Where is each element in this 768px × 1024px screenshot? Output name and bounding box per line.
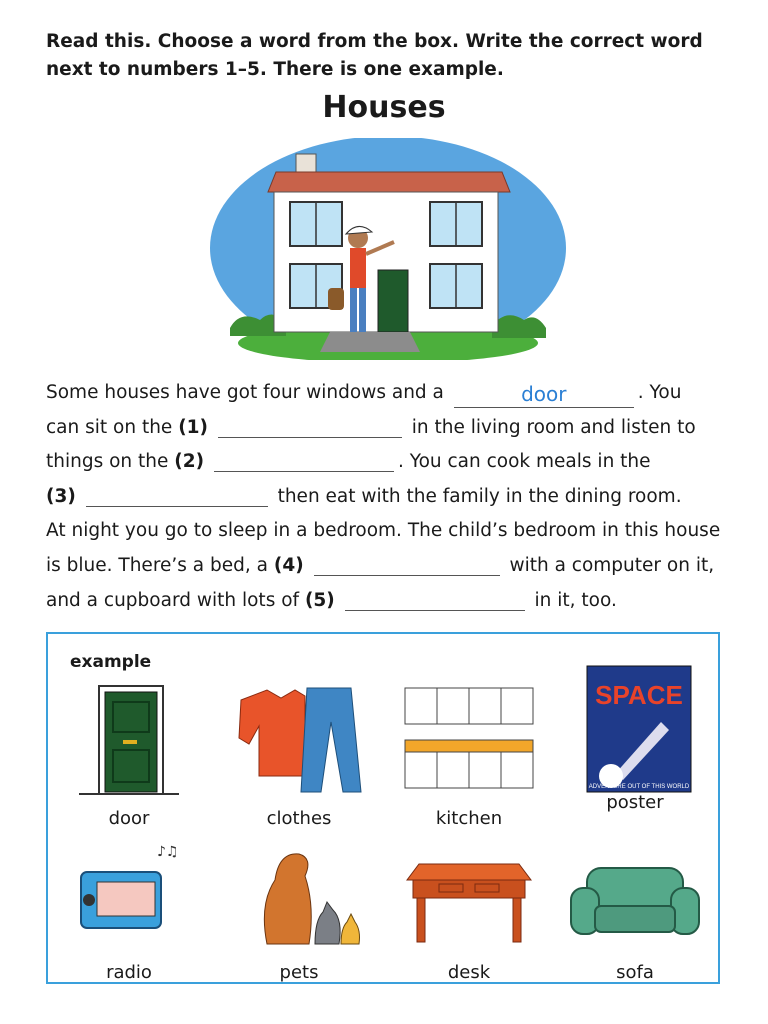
word-card-sofa [560, 834, 710, 983]
door-icon [59, 680, 199, 800]
gap-number-4: (4) [273, 554, 304, 576]
example-answer: door [454, 381, 634, 408]
gap-number-3: (3) [46, 485, 76, 507]
example-label: example [70, 652, 152, 672]
page-title: Houses [322, 90, 446, 125]
passage-text: . You [637, 382, 682, 403]
word-card-kitchen [394, 680, 544, 829]
word-desk: desk [447, 962, 491, 983]
passage-text: with a computer on it, [509, 554, 715, 576]
passage-line-2 [46, 411, 746, 446]
passage-line-6 [46, 549, 746, 584]
desk-icon [399, 834, 539, 954]
gap-number-2: (2) [174, 451, 205, 473]
word-card-desk [394, 834, 544, 983]
poster-caption: ADVENTURE OUT OF THIS WORLD [588, 784, 690, 790]
word-radio: radio [106, 962, 152, 983]
word-clothes: clothes [266, 808, 332, 829]
passage-text: and a cupboard with lots of [46, 589, 300, 611]
passage-text: At night you go to sleep in a bedroom. The child’s bedroom in this house [46, 520, 721, 542]
passage-line-4 [46, 480, 746, 515]
word-door: door [108, 808, 150, 829]
answer-blank-1[interactable] [218, 415, 402, 438]
radio-icon [59, 834, 199, 954]
reading-passage [46, 376, 746, 618]
clothes-icon [229, 680, 369, 800]
svg-text:♪♫: ♪♫ [157, 844, 179, 860]
gap-number-1: (1) [178, 416, 208, 438]
passage-text: things on the [46, 451, 169, 473]
passage-text: can sit on the [46, 416, 173, 438]
poster-icon [565, 664, 705, 800]
word-card-door [54, 680, 204, 829]
passage-text: Some houses have got four windows and a [46, 382, 444, 403]
sofa-icon [565, 834, 705, 954]
answer-blank-3[interactable] [86, 484, 268, 507]
answer-blank-5[interactable] [345, 588, 525, 611]
house-illustration [210, 138, 566, 360]
passage-line-3 [46, 445, 746, 480]
answer-blank-2[interactable] [214, 449, 394, 472]
passage-line-5 [46, 514, 746, 549]
passage-text: is blue. There’s a bed, a [46, 554, 268, 576]
word-card-pets [224, 834, 374, 983]
passage-text: in it, too. [534, 589, 617, 611]
word-card-poster [560, 664, 710, 813]
word-box [46, 632, 720, 984]
pets-icon [229, 834, 369, 954]
gap-number-5: (5) [304, 589, 335, 611]
passage-line-1 [46, 376, 746, 411]
word-pets: pets [279, 962, 319, 983]
kitchen-icon [399, 680, 539, 800]
passage-text: in the living room and listen to [411, 416, 696, 438]
instructions: Read this. Choose a word from the box. Write the correct word next to numbers 1–5. There is one example. [46, 31, 703, 80]
passage-text: then eat with the family in the dining room. [277, 485, 682, 507]
answer-blank-4[interactable] [314, 553, 500, 576]
word-poster: poster [606, 792, 664, 813]
passage-text: . You can cook meals in the [397, 451, 651, 473]
word-card-radio [54, 834, 204, 983]
word-sofa: sofa [616, 962, 654, 983]
word-card-clothes [224, 680, 374, 829]
word-kitchen: kitchen [435, 808, 503, 829]
poster-title: SPACE [595, 680, 683, 710]
passage-line-7 [46, 584, 746, 619]
